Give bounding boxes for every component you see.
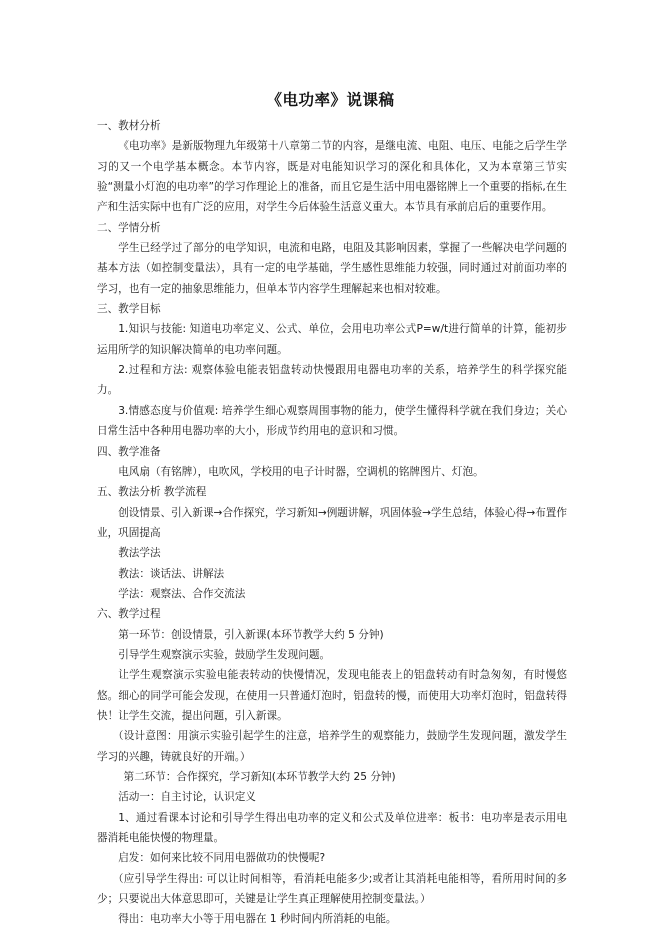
paragraph-method-title: 教法学法 xyxy=(118,547,161,560)
paragraph-inspiration-question: 启发：如何来比较不同用电器做功的快慢呢? xyxy=(118,852,326,865)
paragraph-textbook-analysis: 《电功率》是新版物理九年级第十八章第二节的内容，是继电流、电阻、电压、电能之后学生学习的又一个电学基本概念。本节内容，既是对电能知识学习的深化和具体化，又为本章第三节实验“测量小灯泡的电功率”的学习作理论上的准备，而且它是生活中用电器铭牌上一个重要的指标,在生产和生活实际中也有广泛的应用，对学生今后体验生活意义重大。本节具有承前启后的重要作用。 xyxy=(97,140,567,214)
paragraph-step-one-title: 第一环节：创设情景，引入新课(本环节教学大约 5 分钟) xyxy=(118,628,384,641)
document-title: 《电功率》说课稿 xyxy=(266,91,395,109)
paragraph-teaching-flow: 创设情景、引入新课→合作探究，学习新知→例题讲解，巩固体验→学生总结，体验心得→布置作业，巩固提高 xyxy=(97,506,567,539)
section-heading-teaching-process: 六、教学过程 xyxy=(97,608,161,621)
paragraph-activity-one: 活动一：自主讨论，认识定义 xyxy=(118,791,256,804)
paragraph-teaching-methods: 教法：谈话法、讲解法 xyxy=(118,567,225,580)
paragraph-goal-process: 2.过程和方法: 观察体验电能表铝盘转动快慢跟用电器电功率的关系，培养学生的科学探究能力。 xyxy=(97,364,567,397)
paragraph-student-analysis: 学生已经学过了部分的电学知识，电流和电路，电阻及其影响因素，掌握了一些解决电学问题的基本方法（如控制变量法），具有一定的电学基础，学生感性思维能力较强，同时通过对前面功率的学习，也有一定的抽象思维能力，但单本节内容学生理解起来也相对较难。 xyxy=(97,242,567,295)
paragraph-learning-methods: 学法：观察法、合作交流法 xyxy=(118,587,246,600)
paragraph-step-one-demo: 让学生观察演示实验电能表转动的快慢情况，发现电能表上的铝盘转动有时急匆匆，有时慢悠悠。细心的同学可能会发现，在使用一只普通灯泡时，铝盘转的慢，而使用大功率灯泡时，铝盘转得快！让学生交流，提出问题，引入新课。 xyxy=(97,669,567,722)
paragraph-goal-emotion: 3.情感态度与价值观: 培养学生细心观察周围事物的能力，使学生懂得科学就在我们身边；关心日常生活中各种用电器功率的大小，形成节约用电的意识和习惯。 xyxy=(97,404,567,438)
paragraph-step-one-guide: 引导学生观察演示实验，鼓励学生发现问题。 xyxy=(118,648,331,661)
paragraph-step-one-intent: （设计意图：用演示实验引起学生的注意，培养学生的观察能力，鼓励学生发现问题，激发学生学习的兴趣，铸就良好的开端。） xyxy=(97,730,567,763)
section-heading-preparation: 四、教学准备 xyxy=(97,445,161,458)
paragraph-control-variable: （应引导学生得出: 可以让时间相等，看消耗电能多少;或者让其消耗电能相等，看所用时间的多少；只要说出大体意思即可，关键是让学生真正理解使用控制变量法。） xyxy=(97,872,567,906)
section-heading-textbook-analysis: 一、教材分析 xyxy=(97,120,161,132)
paragraph-step-two-title: 第二环节：合作探究，学习新知(本环节教学大约 25 分钟) xyxy=(123,771,396,783)
section-heading-student-analysis: 二、学情分析 xyxy=(97,221,161,234)
paragraph-definition-derivation: 1、通过看课本讨论和引导学生得出电功率的定义和公式及单位进率：板书：电功率是表示用电器消耗电能快慢的物理量。 xyxy=(97,811,567,845)
paragraph-goal-knowledge: 1.知识与技能: 知道电功率定义、公式、单位，会用电功率公式P=w/t进行简单的计算，能初步运用所学的知识解决简单的电功率问题。 xyxy=(97,323,567,356)
section-heading-teaching-goals: 三、教学目标 xyxy=(97,303,161,316)
paragraph-conclusion: 得出：电功率大小等于用电器在 1 秒时间内所消耗的电能。 xyxy=(118,913,397,926)
document-body xyxy=(97,116,567,930)
section-heading-teaching-method: 五、教法分析 教学流程 xyxy=(97,486,207,499)
paragraph-preparation: 电风扇（有铭牌），电吹风，学校用的电子计时器，空调机的铭牌图片、灯泡。 xyxy=(118,465,484,478)
